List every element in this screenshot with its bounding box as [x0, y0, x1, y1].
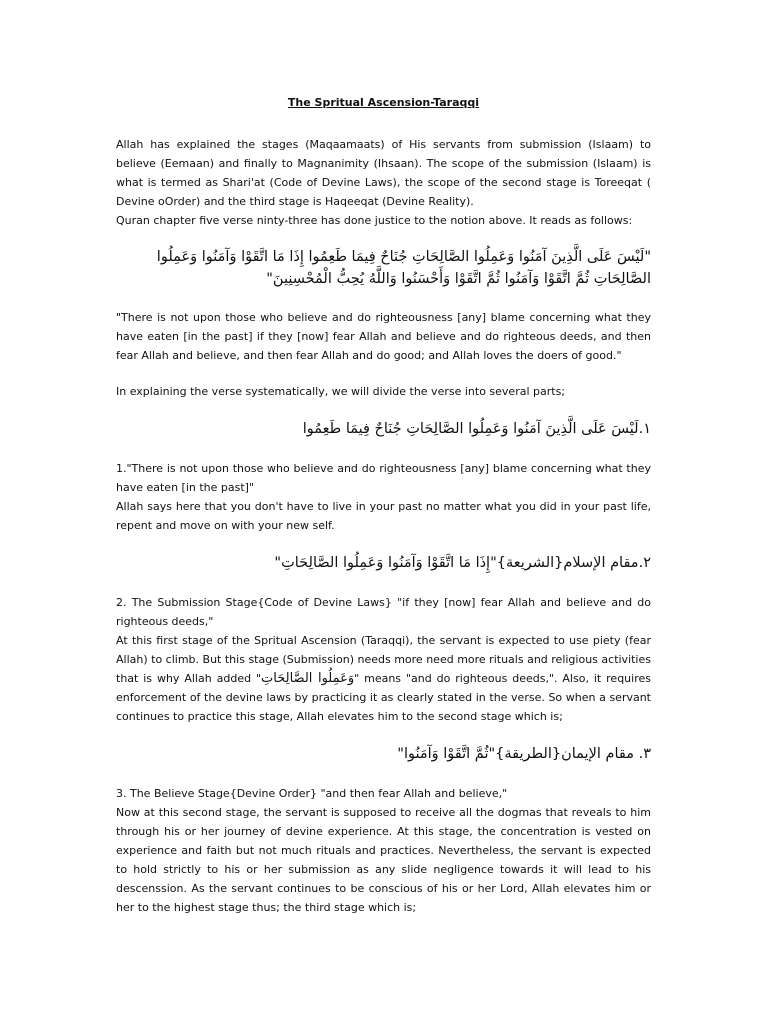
page-title: The Spritual Ascension-Taraqqi — [287, 96, 480, 109]
part2-text-before: At this first stage of the Spritual Ascension (Taraqqi), the servant is expected to use piety (fear Allah) to climb. But this stage (Submission) needs more need more rituals and religious activities that is why Allah added " — [116, 634, 651, 685]
explain-intro: In explaining the verse systematically, we will divide the verse into several parts; — [116, 385, 566, 398]
part2-arabic: ٢.مقام الإسلام{الشريعة}"إِذَا مَا اتَّقَوْا وَآمَنُوا وَعَمِلُوا الصَّالِحَاتِ" — [274, 555, 651, 571]
part2-text-after: " means "and do righteous deeds,". Also, it requires enforcement of the devine laws by practicing it as clearly stated in the verse. So when a servant continues to practice this stage, Allah elevates him to the second stage which is; — [116, 672, 651, 723]
part3-explanation: Now at this second stage, the servant is supposed to receive all the dogmas that reveals to him through his or her journey of devine experience. At this stage, the concentration is vested on experience and faith but not much rituals and practices. Nevertheless, the servant is expected to hold strictly to his or her submission as any slide negligence towards it will lead to his descenssion. As the servant continues to be conscious of his or her Lord, Allah elevates him or her to the highest stage thus; the third stage which is; — [116, 806, 651, 914]
document-page — [116, 96, 651, 917]
part2-heading: 2. The Submission Stage{Code of Devine Laws} "if they [now] fear Allah and believe and do righteous deeds," — [116, 596, 651, 628]
verse-arabic-line-2: الصَّالِحَاتِ ثُمَّ اتَّقَوْا وَآمَنُوا ثُمَّ اتَّقَوْا وَأَحْسَنُوا وَاللَّهُ يُحِبُّ الْمُحْسِنِينَ" — [266, 271, 651, 287]
part1-arabic: ١.لَيْسَ عَلَى الَّذِينَ آمَنُوا وَعَمِلُوا الصَّالِحَاتِ جُنَاحٌ فِيمَا طَعِمُوا — [302, 421, 651, 437]
verse-arabic — [116, 246, 651, 290]
intro-quran-reference: Quran chapter five verse ninty-three has done justice to the notion above. It reads as follows: — [116, 214, 633, 227]
part3-arabic: ٣. مقام الإيمان{الطريقة}"ثُمَّ اتَّقَوْا وَآمَنُوا" — [397, 746, 651, 762]
verse-translation: "There is not upon those who believe and do righteousness [any] blame concerning what they have eaten [in the past] if they [now] fear Allah and believe and do righteous deeds, and then fear Allah and believe, and then fear Allah and do good; and Allah loves the doers of good." — [116, 311, 651, 362]
part1-heading: 1."There is not upon those who believe and do righteousness [any] blame concerning what they have eaten [in the past]" — [116, 462, 651, 494]
part2-inline-arabic: وَعَمِلُوا الصَّالِحَاتِ — [261, 671, 355, 686]
verse-arabic-line-1: "لَيْسَ عَلَى الَّذِينَ آمَنُوا وَعَمِلُوا الصَّالِحَاتِ جُنَاحٌ فِيمَا طَعِمُوا إِذَا مَا اتَّقَوْا وَآمَنُوا وَعَمِلُوا — [156, 249, 651, 265]
part1-explanation: Allah says here that you don't have to live in your past no matter what you did in your past life, repent and move on with your new self. — [116, 500, 651, 532]
part2-explanation — [116, 631, 651, 726]
part3-heading: 3. The Believe Stage{Devine Order} "and then fear Allah and believe," — [116, 787, 508, 800]
intro-paragraph: Allah has explained the stages (Maqaamaats) of His servants from submission (Islaam) to believe (Eemaan) and finally to Magnanimity (Ihsaan). The scope of the submission (Islaam) is what is termed as Shari'at (Code of Devine Laws), the scope of the second stage is Toreeqat ( Devine oOrder) and the third stage is Haqeeqat (Devine Reality). — [116, 138, 651, 208]
